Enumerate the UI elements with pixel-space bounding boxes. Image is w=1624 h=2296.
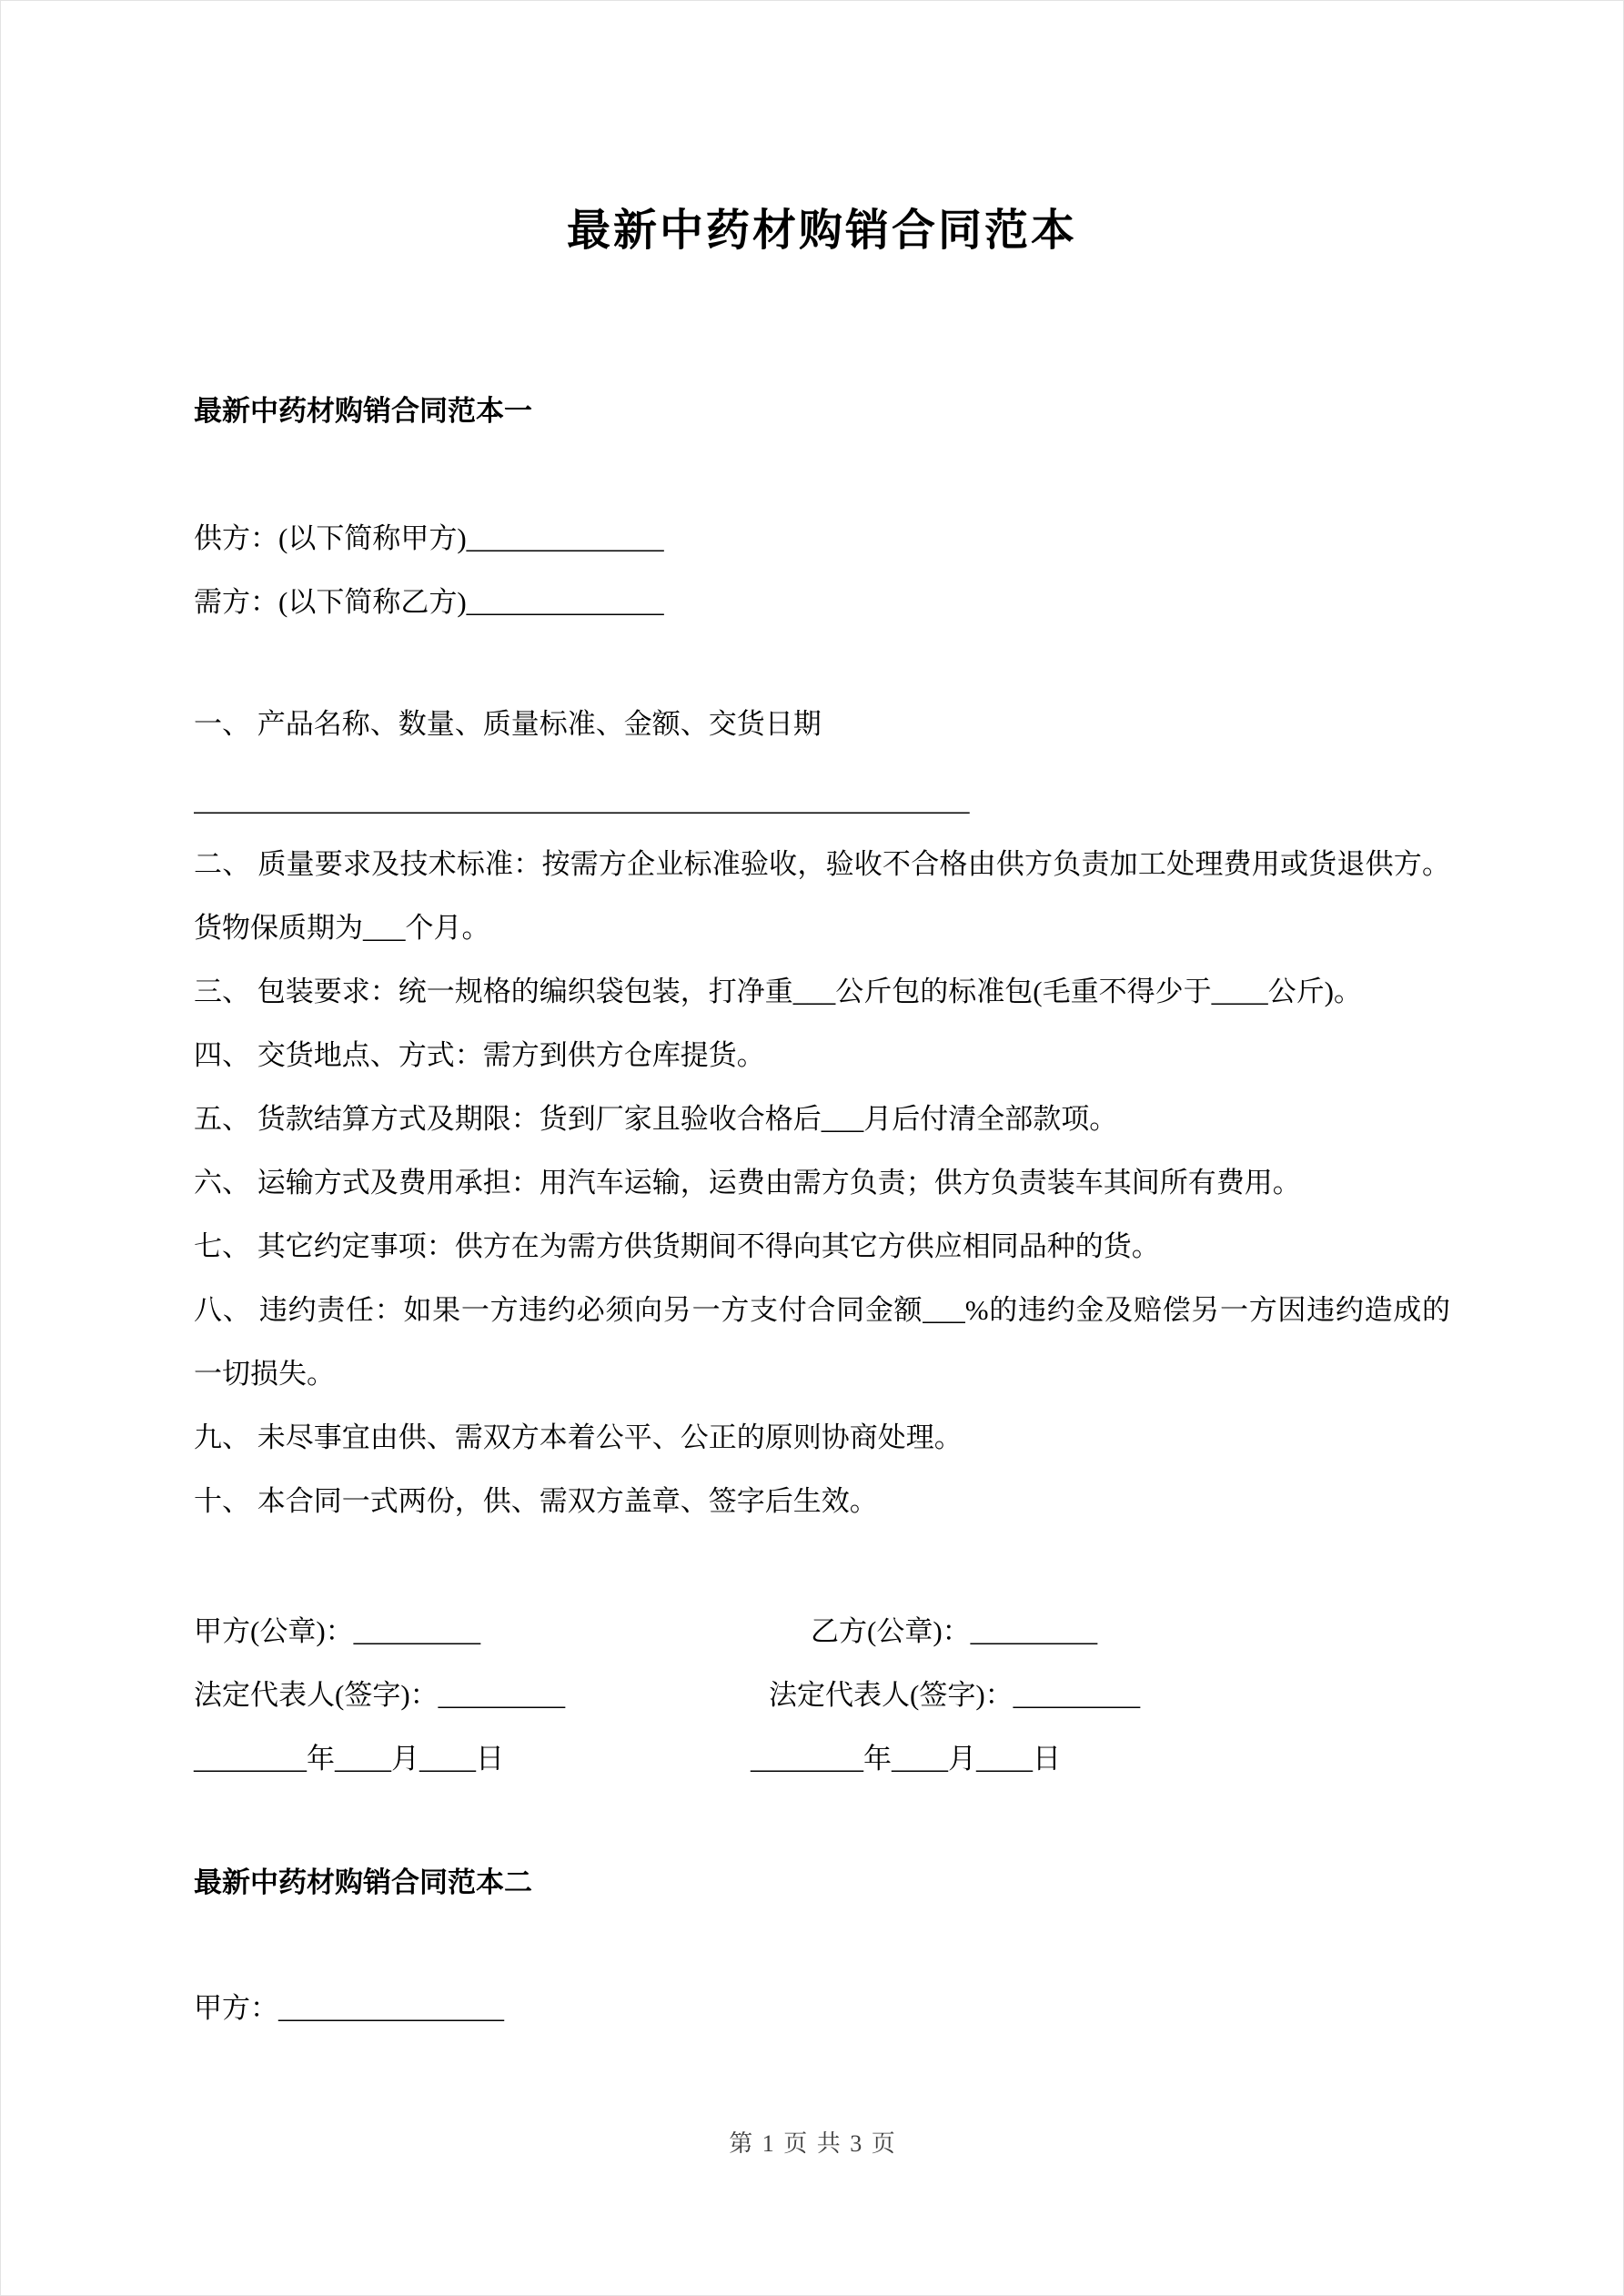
seal-row: [194, 1600, 1450, 1664]
clause-8: 八、 违约责任：如果一方违约必须向另一方支付合同金额___%的违约金及赔偿另一方因违约造成的一切损失。: [194, 1294, 1450, 1390]
party-a-representative-line: 法定代表人(签字)：_________: [194, 1679, 566, 1711]
clause-9: 九、 未尽事宜由供、需双方本着公平、公正的原则协商处理。: [194, 1421, 963, 1453]
party-a-blank-line: 甲方：________________: [194, 1992, 504, 2024]
template-one-heading: 最新中药材购销合同范本一: [194, 395, 532, 427]
clause-7: 七、 其它约定事项：供方在为需方供货期间不得向其它方供应相同品种的货。: [194, 1230, 1160, 1262]
buyer-line: 需方：(以下简称乙方)______________: [194, 586, 664, 618]
template-two-heading: 最新中药材购销合同范本二: [194, 1866, 532, 1898]
clause-3: 三、 包装要求：统一规格的编织袋包装，打净重___公斤包的标准包(毛重不得少于____公斤)。: [194, 976, 1362, 1007]
clause-6: 六、 运输方式及费用承担：用汽车运输，运费由需方负责；供方负责装车其间所有费用。: [194, 1167, 1301, 1199]
clause-5: 五、 货款结算方式及期限：货到厂家且验收合格后___月后付清全部款项。: [194, 1103, 1118, 1135]
party-b-representative-line: 法定代表人(签字)：_________: [769, 1679, 1141, 1711]
date-row: [194, 1727, 1450, 1791]
signature-section: [194, 1600, 1450, 1791]
clause-2: 二、 质量要求及技术标准：按需方企业标准验收，验收不合格由供方负责加工处理费用或货退供方。货物保质期为___个月。: [194, 848, 1450, 944]
supplier-line: 供方：(以下简称甲方)______________: [194, 522, 664, 554]
clause-10: 十、 本合同一式两份，供、需双方盖章、签字后生效。: [194, 1485, 878, 1517]
clause-1: 一、 产品名称、数量、质量标准、金额、交货日期: [194, 708, 822, 740]
document-title: 最新中药材购销合同范本: [566, 207, 1077, 255]
representative-row: [194, 1664, 1450, 1727]
clauses-section: [194, 693, 1450, 1533]
party-a-date-line: ________年____月____日: [194, 1743, 504, 1775]
party-b-seal-line: 乙方(公章)：_________: [811, 1615, 1098, 1647]
clause-4: 四、 交货地点、方式：需方到供方仓库提货。: [194, 1039, 765, 1071]
party-b-date-line: ________年____月____日: [751, 1743, 1061, 1775]
fill-in-line: _______________________________________________________: [194, 784, 970, 816]
page-number-footer: 第 1 页 共 3 页: [729, 2130, 897, 2157]
parties-section: [194, 507, 1450, 634]
party-a-seal-line: 甲方(公章)：_________: [194, 1615, 481, 1647]
